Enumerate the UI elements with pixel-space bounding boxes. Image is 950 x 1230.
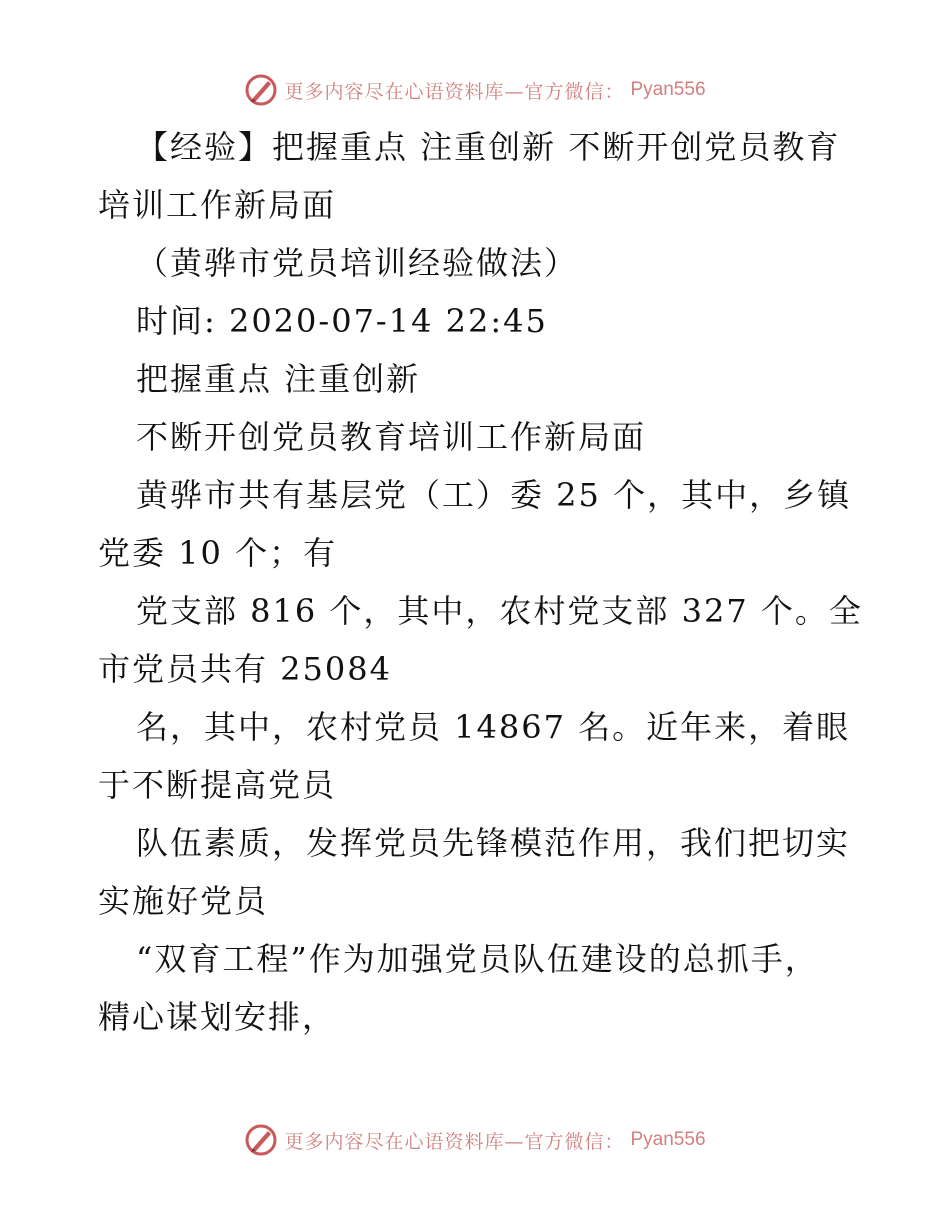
timestamp: 时间: 2020-07-14 22:45 <box>136 302 548 340</box>
paragraph-line: 名，其中，农村党员 14867 名。近年来，着眼 <box>136 708 851 746</box>
pen-logo-icon <box>244 1123 278 1157</box>
paragraph-line: 于不断提高党员 <box>98 766 337 804</box>
paragraph-line: 精心谋划安排， <box>98 998 337 1036</box>
heading-line-2: 不断开创党员教育培训工作新局面 <box>136 418 647 456</box>
paragraph-line: 党支部 816 个，其中，农村党支部 327 个。全 <box>136 592 863 630</box>
header-watermark <box>0 70 950 110</box>
paragraph-line: 实施好党员 <box>98 882 269 920</box>
watermark-wechat-id: Pyan556 <box>630 1129 706 1150</box>
subtitle: （黄骅市党员培训经验做法） <box>136 244 579 282</box>
footer-watermark <box>0 1120 950 1160</box>
watermark-text: 更多内容尽在心语资料库—官方微信： <box>284 1130 625 1153</box>
pen-logo-icon <box>244 73 278 107</box>
paragraph-line: 黄骅市共有基层党（工）委 25 个，其中，乡镇 <box>136 476 852 514</box>
paragraph-line: 队伍素质，发挥党员先锋模范作用，我们把切实 <box>136 824 851 862</box>
title-line-1: 【经验】把握重点 注重创新 不断开创党员教育 <box>136 128 841 166</box>
heading-line-1: 把握重点 注重创新 <box>136 360 421 398</box>
paragraph-line: 党委 10 个；有 <box>98 534 338 572</box>
document-body <box>98 118 863 1046</box>
paragraph-line: 市党员共有 25084 <box>98 650 392 688</box>
watermark-text: 更多内容尽在心语资料库—官方微信： <box>284 80 625 103</box>
watermark-wechat-id: Pyan556 <box>630 79 706 100</box>
title-line-2: 培训工作新局面 <box>98 186 337 224</box>
paragraph-line: “双育工程”作为加强党员队伍建设的总抓手， <box>136 940 819 978</box>
